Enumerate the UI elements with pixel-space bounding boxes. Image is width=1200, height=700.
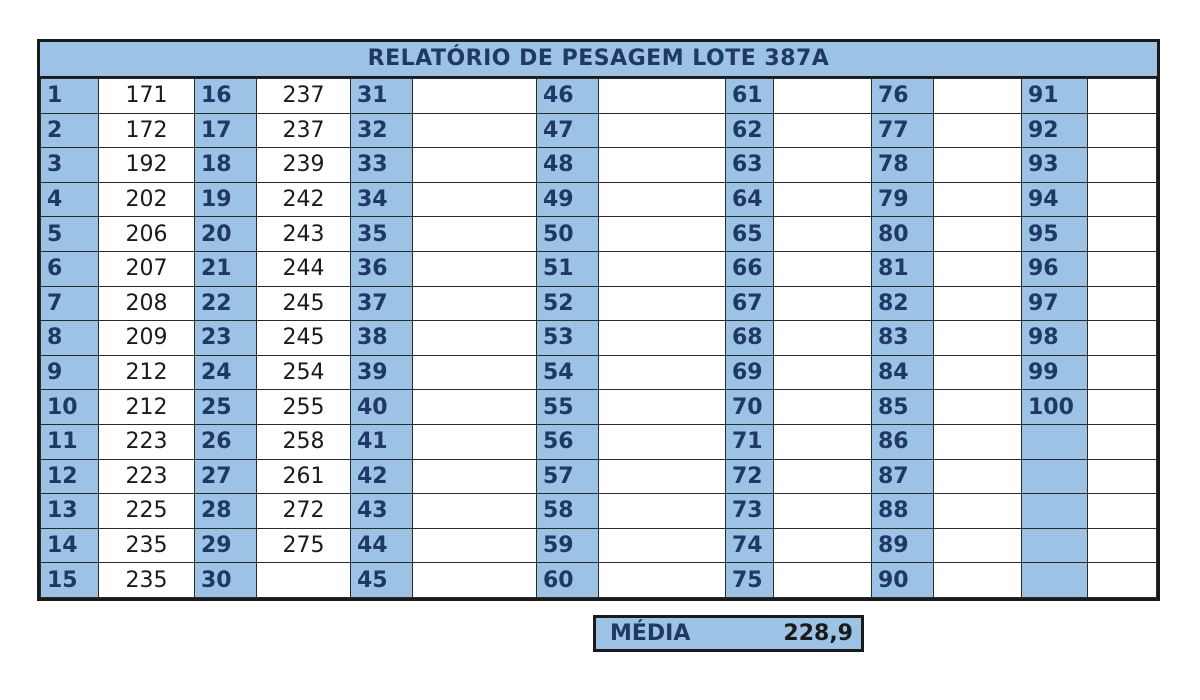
- animal-number-cell: 37: [351, 286, 413, 321]
- animal-number-cell: 70: [726, 390, 774, 425]
- weight-cell: 235: [99, 528, 195, 563]
- animal-number-cell: 93: [1022, 148, 1088, 183]
- animal-number-cell: 27: [195, 459, 257, 494]
- weight-cell: [934, 182, 1022, 217]
- weight-cell: [1088, 286, 1157, 321]
- animal-number-cell: [1022, 528, 1088, 563]
- animal-number-cell: 50: [537, 217, 599, 252]
- weight-cell: [599, 148, 726, 183]
- animal-number-cell: 65: [726, 217, 774, 252]
- weight-cell: [1088, 113, 1157, 148]
- weight-cell: [413, 424, 537, 459]
- table-row: [41, 355, 1157, 390]
- weight-cell: 237: [257, 113, 351, 148]
- animal-number-cell: 80: [872, 217, 934, 252]
- weight-cell: [599, 459, 726, 494]
- animal-number-cell: 42: [351, 459, 413, 494]
- animal-number-cell: 63: [726, 148, 774, 183]
- weight-cell: [1088, 494, 1157, 529]
- animal-number-cell: 40: [351, 390, 413, 425]
- weight-cell: [413, 563, 537, 598]
- table-row: [41, 113, 1157, 148]
- weight-cell: [413, 286, 537, 321]
- animal-number-cell: 88: [872, 494, 934, 529]
- animal-number-cell: 79: [872, 182, 934, 217]
- animal-number-cell: 44: [351, 528, 413, 563]
- animal-number-cell: 28: [195, 494, 257, 529]
- weight-cell: [1088, 79, 1157, 114]
- animal-number-cell: 4: [41, 182, 99, 217]
- weight-cell: 254: [257, 355, 351, 390]
- weight-cell: 237: [257, 79, 351, 114]
- table-row: [41, 390, 1157, 425]
- weight-cell: [413, 182, 537, 217]
- weight-cell: [413, 79, 537, 114]
- animal-number-cell: 1: [41, 79, 99, 114]
- animal-number-cell: 64: [726, 182, 774, 217]
- table-row: [41, 528, 1157, 563]
- weight-cell: [413, 113, 537, 148]
- animal-number-cell: 26: [195, 424, 257, 459]
- weight-cell: [599, 563, 726, 598]
- animal-number-cell: 82: [872, 286, 934, 321]
- weight-cell: [934, 113, 1022, 148]
- animal-number-cell: 6: [41, 251, 99, 286]
- animal-number-cell: 86: [872, 424, 934, 459]
- weight-cell: [599, 390, 726, 425]
- animal-number-cell: 99: [1022, 355, 1088, 390]
- animal-number-cell: [1022, 424, 1088, 459]
- weight-cell: [934, 390, 1022, 425]
- weight-cell: [774, 563, 872, 598]
- weight-cell: [934, 321, 1022, 356]
- table-row: [41, 182, 1157, 217]
- animal-number-cell: 15: [41, 563, 99, 598]
- weight-cell: [1088, 563, 1157, 598]
- weight-cell: 212: [99, 390, 195, 425]
- animal-number-cell: 76: [872, 79, 934, 114]
- weight-cell: [599, 355, 726, 390]
- weight-cell: 261: [257, 459, 351, 494]
- weight-cell: [413, 251, 537, 286]
- table-row: [41, 424, 1157, 459]
- animal-number-cell: 22: [195, 286, 257, 321]
- animal-number-cell: 3: [41, 148, 99, 183]
- weight-cell: 209: [99, 321, 195, 356]
- animal-number-cell: 90: [872, 563, 934, 598]
- weight-cell: [774, 217, 872, 252]
- average-box: [593, 615, 864, 652]
- animal-number-cell: 59: [537, 528, 599, 563]
- weight-cell: 272: [257, 494, 351, 529]
- animal-number-cell: 68: [726, 321, 774, 356]
- weight-cell: [413, 148, 537, 183]
- weight-cell: [934, 424, 1022, 459]
- table-row: [41, 459, 1157, 494]
- weight-cell: [413, 355, 537, 390]
- animal-number-cell: 41: [351, 424, 413, 459]
- animal-number-cell: 48: [537, 148, 599, 183]
- animal-number-cell: 94: [1022, 182, 1088, 217]
- weight-cell: [599, 494, 726, 529]
- animal-number-cell: 32: [351, 113, 413, 148]
- animal-number-cell: 35: [351, 217, 413, 252]
- weight-cell: [1088, 390, 1157, 425]
- animal-number-cell: 61: [726, 79, 774, 114]
- animal-number-cell: 36: [351, 251, 413, 286]
- animal-number-cell: 10: [41, 390, 99, 425]
- animal-number-cell: 29: [195, 528, 257, 563]
- weight-cell: [774, 148, 872, 183]
- weight-cell: [774, 459, 872, 494]
- weight-cell: [774, 182, 872, 217]
- weight-cell: [599, 217, 726, 252]
- weight-cell: [413, 528, 537, 563]
- animal-number-cell: 46: [537, 79, 599, 114]
- weight-cell: [1088, 148, 1157, 183]
- weight-cell: 225: [99, 494, 195, 529]
- weight-cell: 255: [257, 390, 351, 425]
- weight-cell: 208: [99, 286, 195, 321]
- weight-cell: [934, 286, 1022, 321]
- weight-cell: [934, 528, 1022, 563]
- weight-cell: 275: [257, 528, 351, 563]
- weight-cell: 242: [257, 182, 351, 217]
- weight-cell: [1088, 355, 1157, 390]
- animal-number-cell: 16: [195, 79, 257, 114]
- weight-cell: [934, 217, 1022, 252]
- animal-number-cell: 81: [872, 251, 934, 286]
- table-row: [41, 217, 1157, 252]
- weight-cell: [934, 494, 1022, 529]
- animal-number-cell: 54: [537, 355, 599, 390]
- table-row: [41, 251, 1157, 286]
- weight-cell: [934, 79, 1022, 114]
- animal-number-cell: [1022, 494, 1088, 529]
- weight-cell: 171: [99, 79, 195, 114]
- weights-grid: [40, 78, 1157, 598]
- animal-number-cell: 24: [195, 355, 257, 390]
- animal-number-cell: 18: [195, 148, 257, 183]
- weight-cell: [413, 217, 537, 252]
- animal-number-cell: 53: [537, 321, 599, 356]
- weight-cell: 239: [257, 148, 351, 183]
- animal-number-cell: 17: [195, 113, 257, 148]
- report-title: RELATÓRIO DE PESAGEM LOTE 387A: [40, 42, 1157, 78]
- animal-number-cell: 100: [1022, 390, 1088, 425]
- weight-cell: [934, 563, 1022, 598]
- animal-number-cell: 92: [1022, 113, 1088, 148]
- weighing-report: [37, 39, 1160, 601]
- animal-number-cell: 23: [195, 321, 257, 356]
- weight-cell: [413, 459, 537, 494]
- animal-number-cell: 73: [726, 494, 774, 529]
- weight-cell: [599, 321, 726, 356]
- animal-number-cell: 12: [41, 459, 99, 494]
- weight-cell: 206: [99, 217, 195, 252]
- animal-number-cell: 11: [41, 424, 99, 459]
- animal-number-cell: [1022, 459, 1088, 494]
- table-row: [41, 148, 1157, 183]
- weight-cell: [934, 459, 1022, 494]
- animal-number-cell: 84: [872, 355, 934, 390]
- animal-number-cell: 20: [195, 217, 257, 252]
- animal-number-cell: 21: [195, 251, 257, 286]
- animal-number-cell: 97: [1022, 286, 1088, 321]
- weight-cell: [599, 286, 726, 321]
- animal-number-cell: 38: [351, 321, 413, 356]
- weight-cell: [1088, 217, 1157, 252]
- weight-cell: [413, 321, 537, 356]
- animal-number-cell: 9: [41, 355, 99, 390]
- weight-cell: [774, 528, 872, 563]
- weight-cell: 244: [257, 251, 351, 286]
- weight-cell: [1088, 321, 1157, 356]
- animal-number-cell: 58: [537, 494, 599, 529]
- weight-cell: [774, 286, 872, 321]
- weight-cell: [934, 148, 1022, 183]
- weight-cell: [774, 424, 872, 459]
- animal-number-cell: 14: [41, 528, 99, 563]
- weight-cell: [413, 390, 537, 425]
- animal-number-cell: 49: [537, 182, 599, 217]
- weight-cell: [1088, 182, 1157, 217]
- animal-number-cell: 45: [351, 563, 413, 598]
- animal-number-cell: 34: [351, 182, 413, 217]
- animal-number-cell: 39: [351, 355, 413, 390]
- animal-number-cell: 69: [726, 355, 774, 390]
- animal-number-cell: 74: [726, 528, 774, 563]
- animal-number-cell: 57: [537, 459, 599, 494]
- animal-number-cell: 85: [872, 390, 934, 425]
- weight-cell: [599, 113, 726, 148]
- weight-cell: [599, 424, 726, 459]
- animal-number-cell: 89: [872, 528, 934, 563]
- animal-number-cell: 56: [537, 424, 599, 459]
- animal-number-cell: 60: [537, 563, 599, 598]
- table-row: [41, 563, 1157, 598]
- weight-cell: [934, 355, 1022, 390]
- animal-number-cell: 91: [1022, 79, 1088, 114]
- weight-cell: [257, 563, 351, 598]
- weight-cell: 223: [99, 459, 195, 494]
- average-value: 228,9: [783, 621, 853, 646]
- weight-cell: [1088, 459, 1157, 494]
- weight-cell: 192: [99, 148, 195, 183]
- animal-number-cell: 95: [1022, 217, 1088, 252]
- weight-cell: 243: [257, 217, 351, 252]
- animal-number-cell: [1022, 563, 1088, 598]
- average-label: MÉDIA: [610, 621, 691, 646]
- animal-number-cell: 66: [726, 251, 774, 286]
- animal-number-cell: 33: [351, 148, 413, 183]
- animal-number-cell: 19: [195, 182, 257, 217]
- animal-number-cell: 30: [195, 563, 257, 598]
- animal-number-cell: 51: [537, 251, 599, 286]
- weight-cell: 235: [99, 563, 195, 598]
- animal-number-cell: 8: [41, 321, 99, 356]
- table-row: [41, 494, 1157, 529]
- weight-cell: 245: [257, 321, 351, 356]
- weight-cell: [599, 251, 726, 286]
- animal-number-cell: 43: [351, 494, 413, 529]
- weight-cell: [774, 79, 872, 114]
- animal-number-cell: 78: [872, 148, 934, 183]
- weight-cell: [774, 355, 872, 390]
- weight-cell: [599, 182, 726, 217]
- weight-cell: 223: [99, 424, 195, 459]
- weight-cell: [1088, 251, 1157, 286]
- animal-number-cell: 87: [872, 459, 934, 494]
- animal-number-cell: 25: [195, 390, 257, 425]
- animal-number-cell: 96: [1022, 251, 1088, 286]
- weight-cell: 245: [257, 286, 351, 321]
- table-row: [41, 79, 1157, 114]
- animal-number-cell: 71: [726, 424, 774, 459]
- weight-cell: 207: [99, 251, 195, 286]
- animal-number-cell: 55: [537, 390, 599, 425]
- weight-cell: 212: [99, 355, 195, 390]
- animal-number-cell: 2: [41, 113, 99, 148]
- animal-number-cell: 52: [537, 286, 599, 321]
- weight-cell: [774, 321, 872, 356]
- weight-cell: [774, 251, 872, 286]
- animal-number-cell: 13: [41, 494, 99, 529]
- animal-number-cell: 7: [41, 286, 99, 321]
- weight-cell: [1088, 528, 1157, 563]
- table-row: [41, 321, 1157, 356]
- weight-cell: [413, 494, 537, 529]
- animal-number-cell: 67: [726, 286, 774, 321]
- weight-cell: [774, 390, 872, 425]
- animal-number-cell: 83: [872, 321, 934, 356]
- animal-number-cell: 62: [726, 113, 774, 148]
- animal-number-cell: 98: [1022, 321, 1088, 356]
- weight-cell: 202: [99, 182, 195, 217]
- animal-number-cell: 31: [351, 79, 413, 114]
- weight-cell: 258: [257, 424, 351, 459]
- weight-cell: [774, 113, 872, 148]
- weight-cell: [599, 528, 726, 563]
- animal-number-cell: 77: [872, 113, 934, 148]
- weight-cell: [599, 79, 726, 114]
- weight-cell: [934, 251, 1022, 286]
- animal-number-cell: 5: [41, 217, 99, 252]
- table-row: [41, 286, 1157, 321]
- animal-number-cell: 47: [537, 113, 599, 148]
- weight-cell: [1088, 424, 1157, 459]
- animal-number-cell: 72: [726, 459, 774, 494]
- weight-cell: [774, 494, 872, 529]
- weight-cell: 172: [99, 113, 195, 148]
- animal-number-cell: 75: [726, 563, 774, 598]
